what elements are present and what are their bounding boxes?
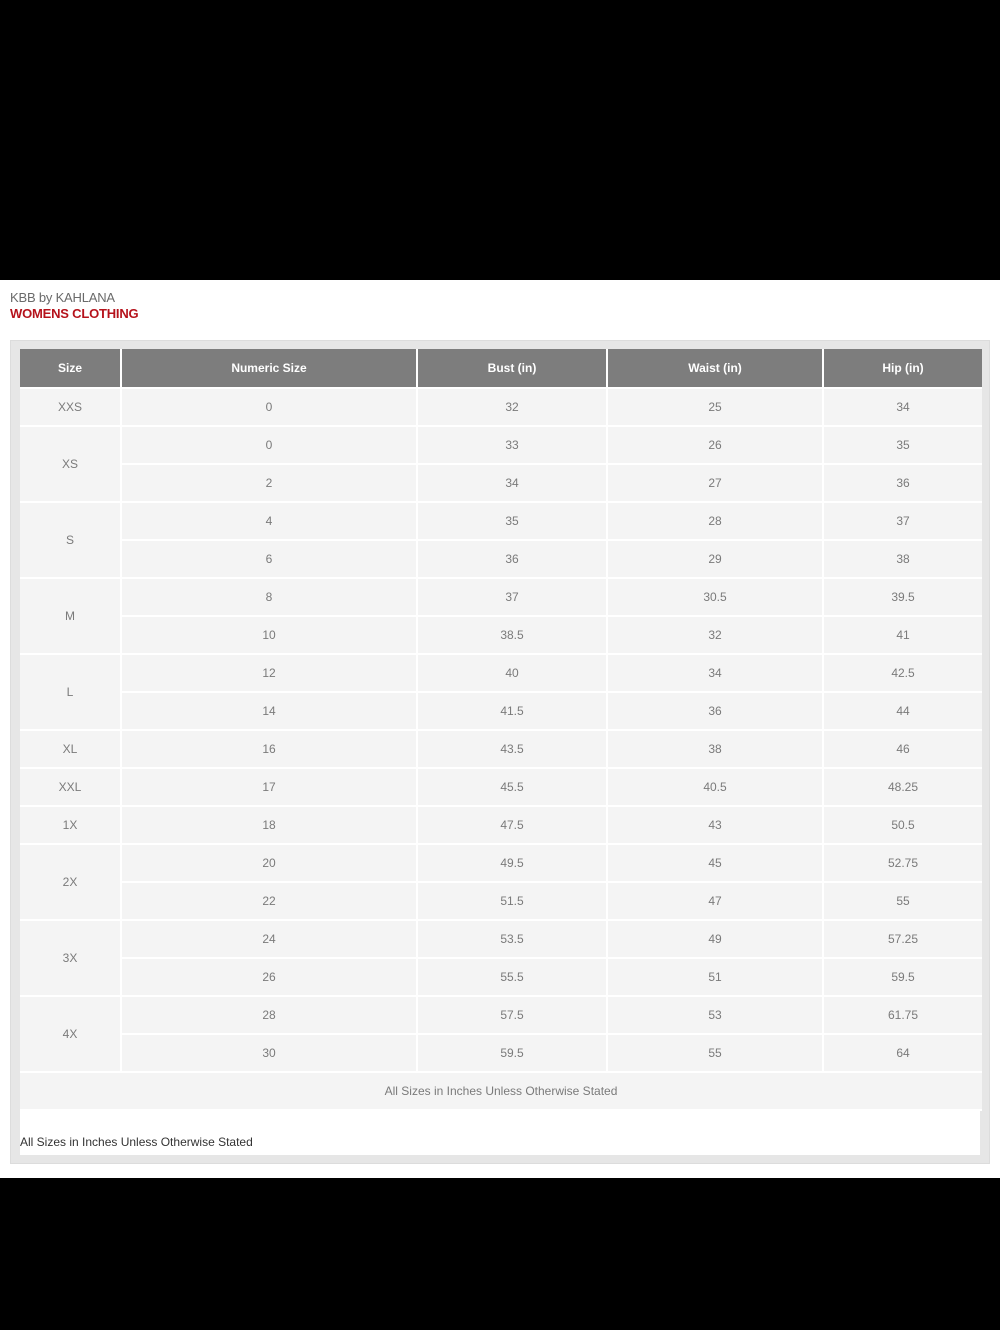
table-cell: 42.5 [824,655,982,693]
table-cell: 37 [824,503,982,541]
size-cell: 4X [20,997,120,1073]
table-row [20,921,982,959]
table-cell: 52.75 [824,845,982,883]
table-cell: 27 [608,465,822,503]
table-cell: 33 [418,427,606,465]
table-cell: 64 [824,1035,982,1073]
table-cell: 22 [122,883,416,921]
table-row [20,997,982,1035]
table-note: All Sizes in Inches Unless Otherwise Stated [20,1073,982,1111]
table-cell: 16 [122,731,416,769]
table-cell: 29 [608,541,822,579]
table-cell: 10 [122,617,416,655]
column-header: Bust (in) [418,349,606,389]
table-cell: 39.5 [824,579,982,617]
table-row [20,503,982,541]
table-cell: 47 [608,883,822,921]
table-cell: 32 [608,617,822,655]
table-cell: 26 [608,427,822,465]
table-row [20,655,982,693]
table-cell: 0 [122,427,416,465]
table-cell: 45.5 [418,769,606,807]
size-cell: 3X [20,921,120,997]
size-chart-container [10,340,990,1164]
table-cell: 12 [122,655,416,693]
table-cell: 51 [608,959,822,997]
table-cell: 38.5 [418,617,606,655]
column-header: Size [20,349,120,389]
table-cell: 50.5 [824,807,982,845]
size-cell: L [20,655,120,731]
category-title: WOMENS CLOTHING [10,306,139,321]
table-cell: 36 [608,693,822,731]
table-cell: 37 [418,579,606,617]
column-header: Waist (in) [608,349,822,389]
table-row [20,617,982,655]
table-cell: 4 [122,503,416,541]
table-cell: 47.5 [418,807,606,845]
table-row [20,959,982,997]
table-cell: 35 [824,427,982,465]
size-cell: XL [20,731,120,769]
table-cell: 38 [608,731,822,769]
table-body [20,389,982,1111]
table-cell: 45 [608,845,822,883]
table-cell: 14 [122,693,416,731]
table-cell: 2 [122,465,416,503]
table-cell: 55 [824,883,982,921]
table-cell: 59.5 [824,959,982,997]
table-cell: 34 [418,465,606,503]
table-cell: 43.5 [418,731,606,769]
table-cell: 25 [608,389,822,427]
table-cell: 28 [608,503,822,541]
brand-name: KBB by KAHLANA [10,290,115,305]
table-cell: 51.5 [418,883,606,921]
column-header: Hip (in) [824,349,982,389]
size-cell: 1X [20,807,120,845]
table-cell: 59.5 [418,1035,606,1073]
table-row [20,845,982,883]
table-row [20,1035,982,1073]
table-cell: 35 [418,503,606,541]
table-cell: 36 [824,465,982,503]
table-cell: 30 [122,1035,416,1073]
table-cell: 48.25 [824,769,982,807]
size-table [18,349,984,1111]
table-note-row [20,1073,982,1111]
footer-note: All Sizes in Inches Unless Otherwise Stated [20,1135,253,1149]
column-header: Numeric Size [122,349,416,389]
table-cell: 53 [608,997,822,1035]
size-chart-inner [20,349,980,1155]
table-cell: 28 [122,997,416,1035]
table-row [20,427,982,465]
table-cell: 38 [824,541,982,579]
table-cell: 24 [122,921,416,959]
table-cell: 41 [824,617,982,655]
size-chart-panel [0,280,1000,1178]
table-cell: 30.5 [608,579,822,617]
table-cell: 34 [824,389,982,427]
table-cell: 55.5 [418,959,606,997]
table-cell: 57.5 [418,997,606,1035]
size-cell: S [20,503,120,579]
table-header-row [20,349,982,389]
table-cell: 32 [418,389,606,427]
table-row [20,883,982,921]
table-cell: 34 [608,655,822,693]
size-cell: XS [20,427,120,503]
table-row [20,731,982,769]
table-row [20,541,982,579]
table-cell: 26 [122,959,416,997]
table-cell: 49.5 [418,845,606,883]
table-cell: 43 [608,807,822,845]
size-cell: M [20,579,120,655]
table-cell: 55 [608,1035,822,1073]
size-cell: 2X [20,845,120,921]
table-cell: 20 [122,845,416,883]
table-cell: 40.5 [608,769,822,807]
table-cell: 8 [122,579,416,617]
table-cell: 40 [418,655,606,693]
table-row [20,465,982,503]
table-row [20,579,982,617]
table-row [20,389,982,427]
table-cell: 41.5 [418,693,606,731]
table-cell: 17 [122,769,416,807]
table-cell: 46 [824,731,982,769]
table-cell: 36 [418,541,606,579]
table-cell: 53.5 [418,921,606,959]
table-cell: 57.25 [824,921,982,959]
size-cell: XXS [20,389,120,427]
table-row [20,769,982,807]
table-cell: 49 [608,921,822,959]
size-cell: XXL [20,769,120,807]
table-row [20,807,982,845]
table-cell: 61.75 [824,997,982,1035]
table-row [20,693,982,731]
table-cell: 6 [122,541,416,579]
table-cell: 18 [122,807,416,845]
table-cell: 44 [824,693,982,731]
table-cell: 0 [122,389,416,427]
